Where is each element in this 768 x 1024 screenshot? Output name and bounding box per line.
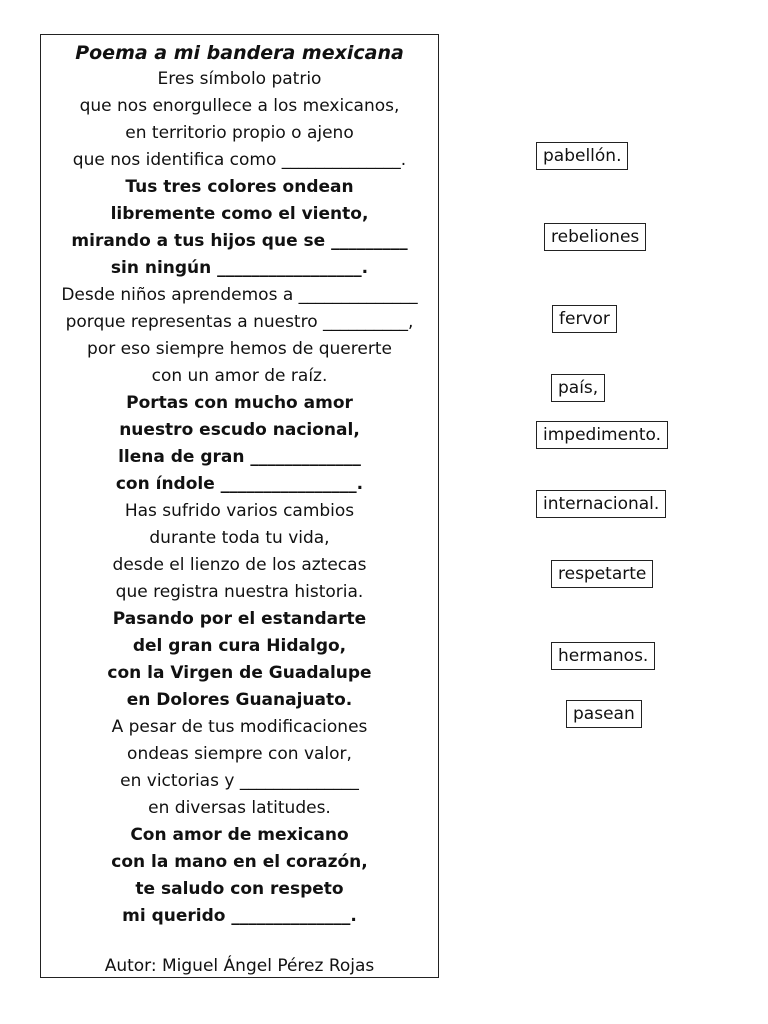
poem-line: nuestro escudo nacional, — [119, 420, 360, 440]
poem-line: con índole ________________. — [115, 474, 364, 494]
word-bank-item: país, — [551, 374, 605, 402]
poem-line: Eres símbolo patrio — [157, 69, 322, 89]
poem-line: en Dolores Guanajuato. — [126, 690, 353, 710]
poem-author: Autor: Miguel Ángel Pérez Rojas — [104, 956, 375, 976]
word-bank-item: internacional. — [536, 490, 666, 518]
poem-line: Tus tres colores ondean — [125, 177, 354, 197]
poem-line: en territorio propio o ajeno — [125, 123, 354, 143]
poem-line: libremente como el viento, — [110, 204, 369, 224]
poem-line: mi querido ______________. — [122, 906, 357, 926]
word-bank-item: pabellón. — [536, 142, 628, 170]
word-bank-item: impedimento. — [536, 421, 668, 449]
poem-line: Portas con mucho amor — [126, 393, 353, 413]
poem-line: desde el lienzo de los aztecas — [112, 555, 367, 575]
poem-line: en victorias y ______________ — [120, 771, 359, 791]
poem-line: que nos identifica como ______________. — [72, 150, 407, 170]
poem-line: mirando a tus hijos que se _________ — [71, 231, 408, 251]
word-bank-item: respetarte — [551, 560, 653, 588]
word-bank-item: fervor — [552, 305, 617, 333]
word-bank-item: rebeliones — [544, 223, 646, 251]
poem-line: durante toda tu vida, — [149, 528, 330, 548]
poem-line: Desde niños aprendemos a ______________ — [61, 285, 418, 305]
poem-line: Con amor de mexicano — [130, 825, 349, 845]
poem-line: con la Virgen de Guadalupe — [107, 663, 372, 683]
poem-box — [40, 34, 439, 978]
poem-line: del gran cura Hidalgo, — [132, 636, 347, 656]
poem-line: en diversas latitudes. — [148, 798, 331, 818]
poem-line: porque representas a nuestro __________, — [65, 312, 414, 332]
word-bank-item: hermanos. — [551, 642, 655, 670]
poem-line: sin ningún _________________. — [110, 258, 369, 278]
poem-line: con la mano en el corazón, — [111, 852, 368, 872]
poem-line: por eso siempre hemos de quererte — [87, 339, 392, 359]
poem-line: con un amor de raíz. — [151, 366, 328, 386]
word-bank-item: pasean — [566, 700, 642, 728]
poem-line: que nos enorgullece a los mexicanos, — [79, 96, 400, 116]
poem-line: A pesar de tus modificaciones — [111, 717, 368, 737]
poem-line: te saludo con respeto — [135, 879, 344, 899]
poem-title: Poema a mi bandera mexicana — [75, 42, 404, 64]
poem-line: Pasando por el estandarte — [112, 609, 367, 629]
poem-line: Has sufrido varios cambios — [124, 501, 355, 521]
poem-lines — [41, 66, 438, 930]
poem-line: que registra nuestra historia. — [115, 582, 364, 602]
poem-line: llena de gran _____________ — [118, 447, 361, 467]
poem-line: ondeas siempre con valor, — [127, 744, 352, 764]
